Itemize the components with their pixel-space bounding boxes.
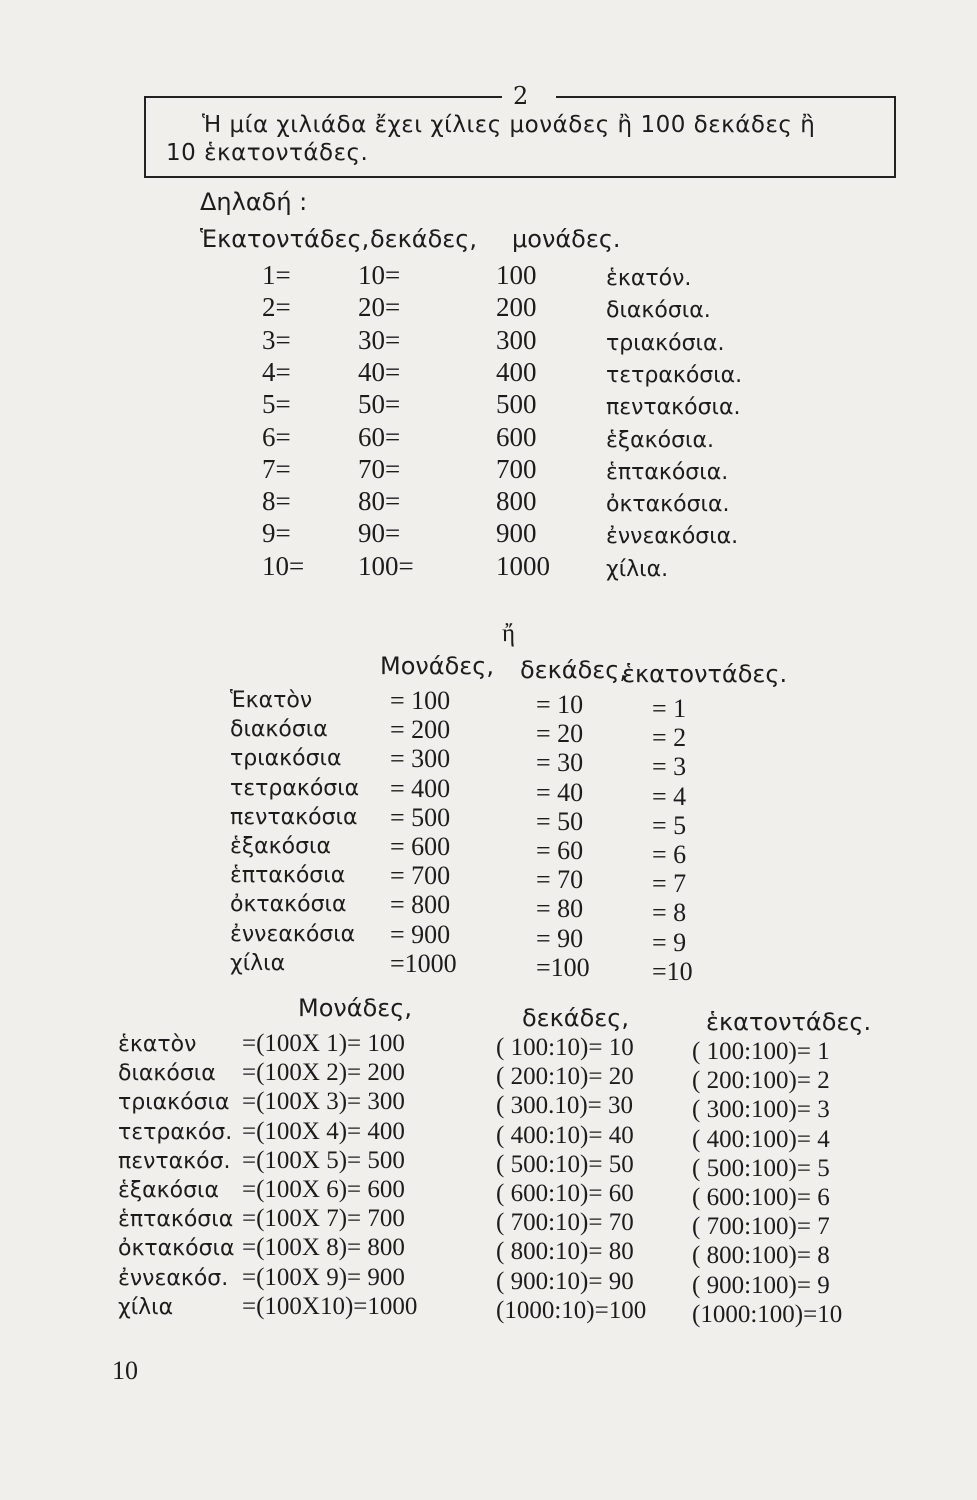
- t2-row-tens: = 60: [536, 836, 584, 865]
- t1-row-units: 600: [496, 421, 537, 452]
- t1-row-units: 300: [496, 324, 537, 355]
- intro-line-2: 10 ἑκατοντάδες.: [166, 140, 369, 166]
- t3-row-units: =(100X 6)= 600: [242, 1176, 405, 1203]
- t2-row-tens: = 70: [536, 865, 584, 895]
- t2-row-word: ἑξακόσια: [230, 834, 331, 859]
- t2-row-units: = 600: [390, 832, 451, 861]
- t3-row-units: =(100X 1)= 100: [242, 1030, 405, 1057]
- t2-row-word: πεντακόσια: [230, 804, 358, 830]
- t2-row-hundreds: = 8: [652, 898, 687, 928]
- t2-row-tens: = 90: [536, 923, 584, 953]
- t2-row-word: ἑπτακόσια: [230, 863, 346, 889]
- t2-row-tens: =100: [536, 952, 590, 982]
- t1-row-units: 700: [496, 453, 537, 484]
- t3-row-tens: ( 200:10)= 20: [496, 1063, 634, 1091]
- t2-row-tens: = 10: [536, 690, 584, 719]
- t3-row-hundreds: ( 400:100)= 4: [692, 1125, 830, 1153]
- t3-row-units: =(100X 7)= 700: [242, 1205, 405, 1233]
- dilady-label: Δηλαδή :: [200, 188, 308, 216]
- t1-row-word: τετρακόσια.: [606, 362, 743, 388]
- t3-row-tens: ( 400:10)= 40: [496, 1121, 634, 1149]
- t3-row-word: ὀκτακόσια: [118, 1236, 235, 1262]
- t2-row-units: = 200: [390, 715, 451, 745]
- t3-row-units: =(100X 3)= 300: [242, 1088, 405, 1116]
- t1-header-hundreds: Ἑκατοντάδες,: [200, 225, 370, 253]
- t1-row-hundreds: 3=: [262, 324, 291, 355]
- t3-row-word: διακόσια: [118, 1061, 216, 1087]
- t1-row-word: ὀκτακόσια.: [606, 492, 730, 518]
- t1-row-tens: 100=: [358, 550, 414, 581]
- t2-row-hundreds: = 9: [652, 927, 687, 957]
- t3-row-tens: ( 900:10)= 90: [496, 1267, 634, 1295]
- t2-header-units: Μονάδες,: [380, 652, 494, 680]
- t3-row-hundreds: ( 700:100)= 7: [692, 1213, 830, 1241]
- t1-row-tens: 20=: [358, 292, 401, 323]
- t3-row-hundreds: ( 100:100)= 1: [692, 1038, 830, 1065]
- t3-row-units: =(100X 4)= 400: [242, 1117, 405, 1145]
- intro-line-1: Ἡ μία χιλιάδα ἔχει χίλιες μονάδες ἢ 100 δεκάδες ἢ: [202, 112, 816, 138]
- t2-row-units: = 500: [390, 802, 451, 832]
- t1-row-tens: 60=: [358, 421, 401, 452]
- t1-header-units: μονάδες.: [512, 225, 621, 253]
- t1-row-tens: 30=: [358, 324, 401, 355]
- t2-row-tens: = 20: [536, 719, 584, 749]
- t1-row-units: 100: [496, 260, 537, 290]
- t1-row-units: 200: [496, 292, 537, 323]
- t3-row-tens: ( 500:10)= 50: [496, 1150, 634, 1178]
- t1-row-word: ἑκατόν.: [606, 266, 692, 291]
- t1-row-hundreds: 5=: [262, 389, 291, 420]
- t2-row-hundreds: =10: [652, 956, 693, 986]
- t3-row-hundreds: ( 900:100)= 9: [692, 1271, 830, 1299]
- t1-row-hundreds: 6=: [262, 421, 291, 452]
- t2-row-word: Ἑκατὸν: [230, 688, 313, 713]
- t1-row-hundreds: 8=: [262, 486, 291, 517]
- t3-row-hundreds: ( 600:100)= 6: [692, 1184, 830, 1211]
- t3-row-tens: (1000:10)=100: [496, 1296, 647, 1324]
- t2-row-tens: = 30: [536, 748, 584, 778]
- t3-header-units: Μονάδες,: [298, 994, 412, 1022]
- t2-row-tens: = 40: [536, 777, 584, 807]
- t2-row-units: = 800: [390, 890, 451, 920]
- t1-row-hundreds: 1=: [262, 260, 291, 290]
- t3-row-word: ἑκατὸν: [118, 1032, 197, 1057]
- t3-row-units: =(100X 5)= 500: [242, 1146, 405, 1174]
- t2-header-hundreds: ἑκατοντάδες.: [622, 660, 788, 688]
- t1-row-tens: 50=: [358, 389, 401, 420]
- t3-row-hundreds: ( 500:100)= 5: [692, 1154, 830, 1182]
- page-number-top: 2: [513, 82, 529, 110]
- t1-row-tens: 10=: [358, 260, 401, 290]
- t2-row-word: τετρακόσια: [230, 775, 360, 801]
- t1-header-tens: δεκάδες,: [370, 225, 477, 253]
- t1-row-word: τριακόσια.: [606, 330, 725, 356]
- t1-row-units: 400: [496, 356, 537, 387]
- t1-row-units: 800: [496, 486, 537, 517]
- t1-row-hundreds: 10=: [262, 550, 305, 581]
- t2-row-tens: = 80: [536, 894, 584, 924]
- t3-row-word: χίλια: [118, 1294, 174, 1320]
- t2-row-units: = 300: [390, 744, 451, 774]
- t3-row-tens: ( 800:10)= 80: [496, 1238, 634, 1266]
- t3-row-units: =(100X10)=1000: [242, 1292, 418, 1320]
- t1-row-word: ἑξακόσια.: [606, 427, 714, 453]
- t2-row-hundreds: = 3: [652, 752, 687, 782]
- t2-row-word: ἐννεακόσια: [230, 921, 356, 947]
- t3-row-word: ἑξακόσια: [118, 1178, 219, 1203]
- t2-header-tens: δεκάδες,: [520, 656, 627, 684]
- t2-row-hundreds: = 2: [652, 723, 687, 753]
- t2-row-hundreds: = 7: [652, 869, 687, 899]
- t2-row-word: τριακόσια: [230, 746, 342, 772]
- t1-row-word: πεντακόσια.: [606, 395, 741, 421]
- t1-row-word: διακόσια.: [606, 298, 711, 324]
- t3-header-tens: δεκάδες,: [522, 1004, 629, 1032]
- t3-row-tens: ( 100:10)= 10: [496, 1034, 634, 1061]
- t3-row-hundreds: ( 300:100)= 3: [692, 1096, 830, 1124]
- t2-row-units: = 700: [390, 861, 451, 891]
- t1-row-units: 900: [496, 518, 537, 549]
- t3-row-tens: ( 300.10)= 30: [496, 1092, 633, 1120]
- t1-row-units: 500: [496, 389, 537, 420]
- t2-row-hundreds: = 4: [652, 781, 687, 811]
- t1-row-tens: 40=: [358, 356, 401, 387]
- t1-row-hundreds: 9=: [262, 518, 291, 549]
- t3-row-tens: ( 700:10)= 70: [496, 1209, 634, 1237]
- t3-row-units: =(100X 2)= 200: [242, 1059, 405, 1087]
- t2-row-tens: = 50: [536, 806, 584, 836]
- t3-row-word: ἑπτακόσια: [118, 1207, 234, 1233]
- t3-row-word: ἐννεακόσ.: [118, 1265, 229, 1291]
- t2-row-hundreds: = 1: [652, 694, 687, 723]
- t3-row-word: τριακόσια: [118, 1090, 230, 1116]
- t2-row-word: χίλια: [230, 950, 286, 976]
- t2-row-units: = 400: [390, 773, 451, 803]
- t3-row-word: πεντακόσ.: [118, 1148, 231, 1174]
- t1-row-hundreds: 2=: [262, 292, 291, 323]
- t1-row-units: 1000: [496, 550, 550, 581]
- t3-row-hundreds: ( 200:100)= 2: [692, 1067, 830, 1095]
- t3-row-word: τετρακόσ.: [118, 1119, 233, 1145]
- t1-row-word: ἐννεακόσια.: [606, 524, 739, 550]
- t1-row-tens: 90=: [358, 518, 401, 549]
- t1-row-tens: 70=: [358, 453, 401, 484]
- t2-row-units: = 900: [390, 919, 451, 949]
- t3-row-tens: ( 600:10)= 60: [496, 1180, 634, 1207]
- or-word: ἤ: [502, 620, 516, 647]
- page-number-bottom: 10: [112, 1356, 138, 1385]
- t1-row-word: ἑπτακόσια.: [606, 459, 729, 485]
- t3-header-hundreds: ἑκατοντάδες.: [706, 1008, 872, 1036]
- t1-row-hundreds: 4=: [262, 356, 291, 387]
- t3-row-units: =(100X 9)= 900: [242, 1263, 405, 1291]
- t1-row-tens: 80=: [358, 486, 401, 517]
- t2-row-hundreds: = 6: [652, 840, 687, 869]
- t2-row-units: = 100: [390, 686, 451, 715]
- t3-row-units: =(100X 8)= 800: [242, 1234, 405, 1262]
- t2-row-word: ὀκτακόσια: [230, 892, 347, 918]
- t3-row-hundreds: ( 800:100)= 8: [692, 1242, 830, 1270]
- t3-row-hundreds: (1000:100)=10: [692, 1300, 843, 1328]
- t1-row-word: χίλια.: [606, 556, 669, 582]
- t2-row-units: =1000: [390, 948, 457, 978]
- t2-row-word: διακόσια: [230, 717, 328, 743]
- t2-row-hundreds: = 5: [652, 810, 687, 840]
- t1-row-hundreds: 7=: [262, 453, 291, 484]
